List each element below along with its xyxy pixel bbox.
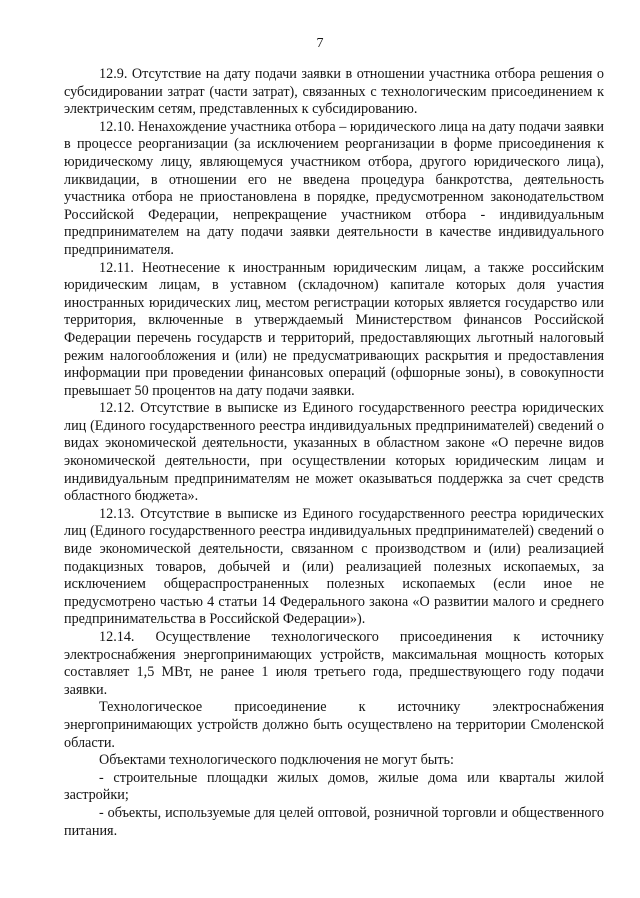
list-item-trade-objects: - объекты, используемые для целей оптовой, розничной торговли и общественного питания. [64,804,604,839]
list-item-construction-sites: - строительные площадки жилых домов, жилые дома или кварталы жилой застройки; [64,769,604,804]
paragraph-12-11: 12.11. Неотнесение к иностранным юридическим лицам, а также российским юридическим лицам, в уставном (складочном) капитале которых доля участия иностранных юридических лиц, местом регистрации которых является государство или территория, включенные в утверждаемый Министерством финансов Российской Федерации перечень государств и территорий, предоставляющих льготный налоговый режим налогообложения и (или) не предусматривающих раскрытия и предоставления информации при проведении финансовых операций (офшорные зоны), в совокупности превышает 50 процентов на дату подачи заявки. [64,259,604,399]
page-number: 7 [316,36,324,51]
paragraph-12-12: 12.12. Отсутствие в выписке из Единого государственного реестра юридических лиц (Единого государственного реестра индивидуальных предпринимателей) сведений о видах экономической деятельности, указанных в областном законе «О перечне видов экономической деятельности, при осуществлении которых юридическим лицам и индивидуальным предпринимателям не может оказываться поддержка за счет средств областного бюджета». [64,400,604,505]
paragraph-12-10: 12.10. Ненахождение участника отбора – юридического лица на дату подачи заявки в процессе реорганизации (за исключением реорганизации в форме присоединения к юридическому лицу, являющемуся участником отбора, другого юридического лица), ликвидации, в отношении его не введена процедура банкротства, деятельность участника отбора не приостановлена в порядке, предусмотренном законодательством Российской Федерации, непрекращение участником отбора - индивидуальным предпринимателем на дату подачи заявки деятельности в качестве индивидуального предпринимателя. [64,118,604,258]
paragraph-12-13: 12.13. Отсутствие в выписке из Единого государственного реестра юридических лиц (Единого государственного реестра индивидуальных предпринимателей) сведений о виде экономической деятельности, связанном с производством и (или) реализацией подакцизных товаров, добычей и (или) реализацией полезных ископаемых, за исключением общераспространенных полезных ископаемых (если иное не предусмотрено частью 4 статьи 14 Федерального закона «О развитии малого и среднего предпринимательства в Российской Федерации»). [64,505,604,628]
paragraph-territory: Технологическое присоединение к источнику электроснабжения энергопринимающих устройств должно быть осуществлено на территории Смоленской области. [64,699,604,751]
paragraph-12-14: 12.14. Осуществление технологического присоединения к источнику электроснабжения энергопринимающих устройств, максимальная мощность которых составляет 1,5 МВт, не ранее 1 июля третьего года, предшествующего году подачи заявки. [64,629,604,698]
document-body [64,66,604,840]
paragraph-12-9: 12.9. Отсутствие на дату подачи заявки в отношении участника отбора решения о субсидировании затрат (части затрат), связанных с технологическим присоединением к электрическим сетям, представленных к субсидированию. [64,66,604,118]
paragraph-exclusions-intro: Объектами технологического подключения не могут быть: [99,752,454,769]
